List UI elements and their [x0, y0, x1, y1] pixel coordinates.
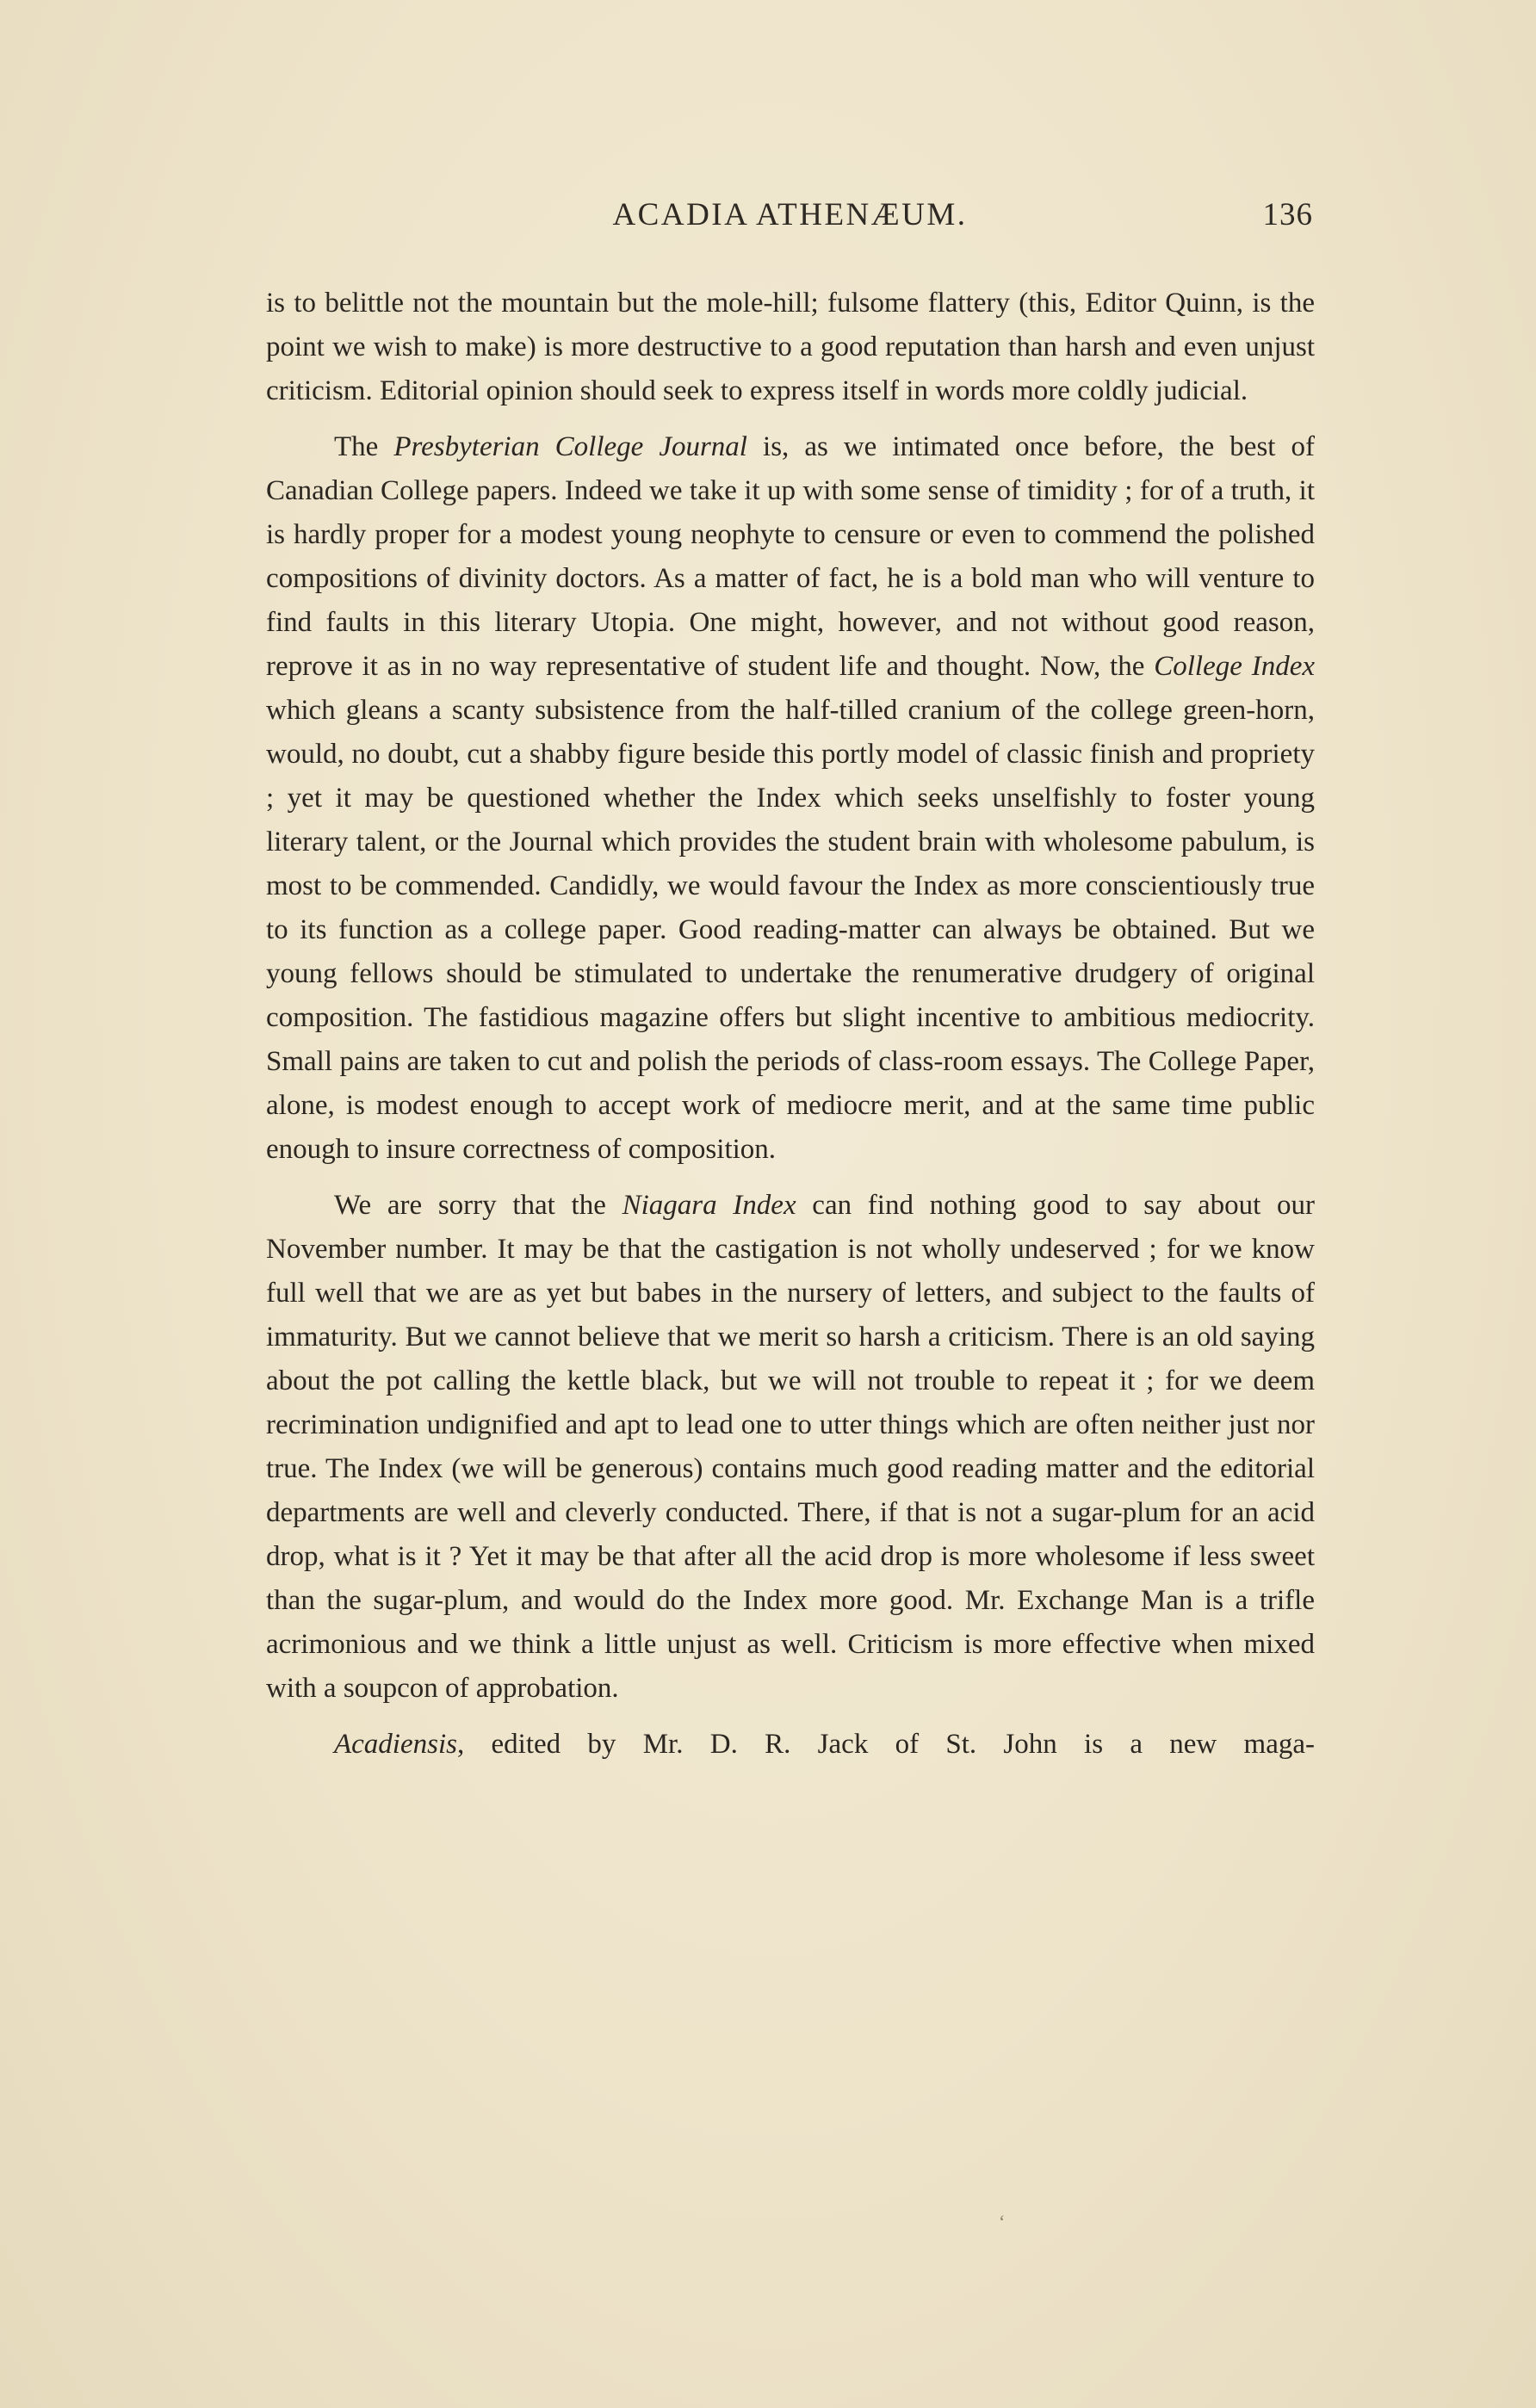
running-header — [267, 196, 1313, 245]
publication-title-presbyterian: Presbyterian College Journal — [393, 431, 747, 462]
publication-title-acadiensis: Acadiensis — [334, 1729, 457, 1760]
paragraph-niagara-index — [266, 1184, 1315, 1711]
article-body — [266, 282, 1315, 1767]
paragraph-text-e: which gleans a scanty subsistence from the half-tilled cranium of the college green-horn, would, no doubt, cut a shabby figure beside this portly model of classic finish and propriety ; yet it may be questioned whether the Index which seeks unselfishly to foster young literary talent, or the Journal which provides the student brain with wholesome pabulum, is most to be commended. Candidly, we would favour the Index as more conscientiously true to its function as a college paper. Good reading-matter can always be obtained. But we young fellows should be stimulated to undertake the renumerative drudgery of original composition. The fastidious magazine offers but slight incentive to ambitious mediocrity. Small pains are taken to cut and polish the periods of class-room essays. The College Paper, alone, is modest enough to accept work of mediocre merit, and at the same time public enough to insure correctness of composition. — [266, 695, 1315, 1165]
paragraph-text-c: is, as we intimated once before, the best of Canadian College papers. Indeed we take it up with some sense of timidity ; for of a truth, it is hardly proper for a modest young neophyte to censure or even to commend the polished compositions of divinity doctors. As a matter of fact, he is a bold man who will venture to find faults in this literary Utopia. One might, however, and not without good reason, reprove it as in no way representative of student life and thought. Now, the — [266, 431, 1315, 682]
paragraph-presbyterian-journal — [266, 425, 1315, 1172]
paragraph-text-a: We are sorry that the — [334, 1190, 622, 1221]
paragraph-text: is to belittle not the mountain but the mole-hill; fulsome flattery (this, Editor Quinn, is the point we wish to make) is more destructive to a good reputation than harsh and even unjust criticism. Editorial opinion should seek to express itself in words more coldly judicial. — [266, 288, 1315, 406]
paragraph-continuation — [266, 282, 1315, 413]
page-number: 136 — [1262, 197, 1313, 232]
paragraph-acadiensis — [266, 1723, 1315, 1767]
paragraph-text-a: The — [334, 431, 394, 462]
publication-title-college-index: College Index — [1154, 651, 1315, 682]
journal-title: ACADIA ATHENÆUM. — [612, 197, 968, 232]
scan-speck: ‘ — [999, 2211, 1006, 2232]
paragraph-text-c: can find nothing good to say about our November number. It may be that the castigation is not wholly undeserved ; for we know full well that we are as yet but babes in the nursery of letters, and subject to the faults of immaturity. But we cannot believe that we merit so harsh a criticism. There is an old saying about the pot calling the kettle black, but we will not trouble to repeat it ; for we deem recrimination undignified and apt to lead one to utter things which are often neither just nor true. The Index (we will be generous) contains much good reading matter and the editorial departments are well and cleverly conducted. There, if that is not a sugar-plum for an acid drop, what is it ? Yet it may be that after all the acid drop is more wholesome if less sweet than the sugar-plum, and would do the Index more good. Mr. Exchange Man is a trifle acrimonious and we think a little unjust as well. Criticism is more effective when mixed with a soupcon of approbation. — [266, 1190, 1315, 1704]
publication-title-niagara-index: Niagara Index — [622, 1190, 796, 1221]
paragraph-text-b: , edited by Mr. D. R. Jack of St. John is a new maga- — [456, 1729, 1315, 1760]
